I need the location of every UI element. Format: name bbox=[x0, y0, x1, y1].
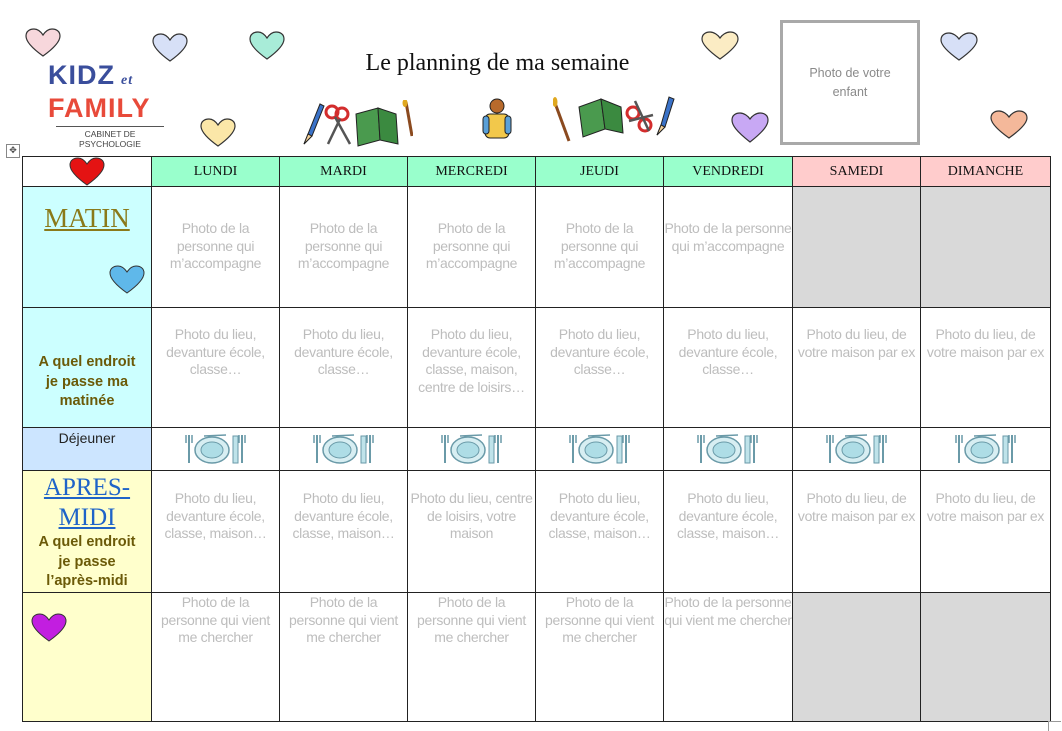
page-title: Le planning de ma semaine bbox=[365, 50, 630, 76]
heart-icon bbox=[249, 31, 285, 61]
day-header: VENDREDI bbox=[664, 157, 793, 187]
photo-placeholder-cell[interactable] bbox=[408, 308, 536, 428]
apres-midi-label-cell bbox=[23, 471, 152, 593]
heart-icon bbox=[731, 112, 769, 144]
plate-cutlery-icon bbox=[312, 432, 376, 466]
photo-placeholder-cell[interactable] bbox=[280, 187, 408, 308]
school-supplies-left bbox=[298, 100, 413, 148]
photo-placeholder-cell[interactable] bbox=[152, 187, 280, 308]
placeholder-text: Photo de la personne qui m’accompagne bbox=[169, 220, 262, 271]
logo-kidz-text: KIDZ bbox=[48, 60, 115, 90]
apres-midi-sub-label: A quel endroit je passe l’après-midi bbox=[38, 534, 136, 589]
heart-icon bbox=[701, 31, 739, 61]
pencil-icon bbox=[657, 97, 674, 135]
photo-placeholder-cell[interactable] bbox=[664, 593, 793, 722]
logo-family: FAMILY bbox=[48, 93, 151, 123]
plate-cutlery-icon bbox=[954, 432, 1018, 466]
placeholder-text: Photo du lieu, devanture école, classe… bbox=[550, 326, 649, 377]
placeholder-text: Photo de la personne qui vient me chercher bbox=[416, 594, 526, 645]
day-header: LUNDI bbox=[152, 157, 280, 187]
scissors-icon bbox=[627, 101, 653, 131]
photo-placeholder-cell[interactable] bbox=[536, 187, 664, 308]
day-header: MERCREDI bbox=[408, 157, 536, 187]
photo-placeholder-cell[interactable] bbox=[664, 187, 793, 308]
placeholder-text: Photo de la personne qui m’accompagne bbox=[553, 220, 646, 271]
heart-icon bbox=[152, 33, 188, 63]
heart-icon bbox=[31, 613, 69, 643]
day-header: DIMANCHE bbox=[921, 157, 1051, 187]
day-header: MARDI bbox=[280, 157, 408, 187]
photo-placeholder-cell[interactable] bbox=[793, 187, 921, 308]
photo-placeholder-cell[interactable] bbox=[152, 471, 280, 593]
logo-et: et bbox=[121, 73, 134, 88]
placeholder-text: Photo du lieu, centre de loisirs, votre maison bbox=[410, 490, 533, 541]
child-photo-label: Photo de votre enfant bbox=[809, 65, 891, 99]
apres-label: APRES- bbox=[43, 474, 131, 501]
lunch-cell[interactable] bbox=[152, 428, 280, 471]
scissors-icon bbox=[326, 106, 350, 144]
dejeuner-label: Déjeuner bbox=[58, 430, 116, 446]
placeholder-text: Photo du lieu, de votre maison par ex bbox=[926, 490, 1045, 524]
planning-table bbox=[22, 156, 1051, 722]
photo-placeholder-cell[interactable] bbox=[921, 187, 1051, 308]
placeholder-text: Photo du lieu, de votre maison par ex bbox=[926, 326, 1045, 360]
placeholder-text: Photo du lieu, devanture école, classe, maison… bbox=[164, 490, 267, 541]
placeholder-text: Photo du lieu, devanture école, classe, maison, centre de loisirs… bbox=[418, 326, 525, 395]
photo-placeholder-cell[interactable] bbox=[793, 593, 921, 722]
photo-placeholder-cell[interactable] bbox=[280, 593, 408, 722]
lunch-cell[interactable] bbox=[280, 428, 408, 471]
heart-icon bbox=[109, 265, 145, 295]
photo-placeholder-cell[interactable] bbox=[536, 308, 664, 428]
logo bbox=[48, 60, 173, 149]
plate-cutlery-icon bbox=[184, 432, 248, 466]
photo-placeholder-cell[interactable] bbox=[793, 471, 921, 593]
placeholder-text: Photo de la personne qui m’accompagne bbox=[425, 220, 518, 271]
placeholder-text: Photo de la personne qui m’accompagne bbox=[664, 220, 792, 254]
photo-placeholder-cell[interactable] bbox=[408, 471, 536, 593]
placeholder-text: Photo du lieu, devanture école, classe… bbox=[166, 326, 265, 377]
photo-placeholder-cell[interactable] bbox=[664, 308, 793, 428]
photo-placeholder-cell[interactable] bbox=[921, 308, 1051, 428]
day-header: SAMEDI bbox=[793, 157, 921, 187]
day-header: JEUDI bbox=[536, 157, 664, 187]
photo-placeholder-cell[interactable] bbox=[793, 308, 921, 428]
heart-icon bbox=[69, 157, 105, 187]
lunch-cell[interactable] bbox=[536, 428, 664, 471]
placeholder-text: Photo de la personne qui vient me chercher bbox=[664, 594, 792, 628]
book-icon bbox=[579, 99, 623, 137]
table-corner-marker bbox=[1048, 721, 1061, 731]
logo-kidz bbox=[48, 62, 173, 94]
lunch-cell[interactable] bbox=[793, 428, 921, 471]
table-move-handle-icon[interactable]: ✥ bbox=[6, 144, 20, 158]
photo-placeholder-cell[interactable] bbox=[152, 593, 280, 722]
plate-cutlery-icon bbox=[440, 432, 504, 466]
photo-placeholder-cell[interactable] bbox=[536, 471, 664, 593]
placeholder-text: Photo de la personne qui m’accompagne bbox=[297, 220, 390, 271]
placeholder-text: Photo de la personne qui vient me chercher bbox=[288, 594, 398, 645]
placeholder-text: Photo du lieu, devanture école, classe… bbox=[294, 326, 393, 377]
lunch-cell[interactable] bbox=[921, 428, 1051, 471]
plate-cutlery-icon bbox=[568, 432, 632, 466]
header-corner bbox=[23, 157, 152, 187]
lunch-cell[interactable] bbox=[664, 428, 793, 471]
lieu-matin-label-cell bbox=[23, 308, 152, 428]
placeholder-text: Photo du lieu, devanture école, classe, maison… bbox=[676, 490, 780, 541]
paintbrush-icon bbox=[403, 100, 413, 136]
placeholder-text: Photo du lieu, devanture école, classe… bbox=[678, 326, 778, 377]
placeholder-text: Photo du lieu, devanture école, classe, maison… bbox=[548, 490, 651, 541]
photo-placeholder-cell[interactable] bbox=[280, 471, 408, 593]
midi-label: MIDI bbox=[58, 504, 116, 531]
school-supplies-right bbox=[553, 95, 678, 145]
heart-icon bbox=[990, 110, 1028, 140]
photo-placeholder-cell[interactable] bbox=[664, 471, 793, 593]
logo-subtitle: CABINET DE PSYCHOLOGIE bbox=[56, 126, 164, 149]
plate-cutlery-icon bbox=[825, 432, 889, 466]
placeholder-text: Photo de la personne qui vient me chercher bbox=[160, 594, 270, 645]
backpack-icon bbox=[481, 98, 513, 142]
placeholder-text: Photo du lieu, devanture école, classe, maison… bbox=[292, 490, 395, 541]
placeholder-text: Photo de la personne qui vient me chercher bbox=[544, 594, 654, 645]
retour-label-cell bbox=[23, 593, 152, 722]
photo-placeholder-cell[interactable] bbox=[921, 593, 1051, 722]
pencil-icon bbox=[304, 104, 324, 144]
matin-label: MATIN bbox=[44, 203, 130, 233]
dejeuner-label-cell bbox=[23, 428, 152, 471]
placeholder-text: Photo du lieu, de votre maison par ex bbox=[797, 490, 916, 524]
photo-placeholder-cell[interactable] bbox=[408, 187, 536, 308]
lunch-cell[interactable] bbox=[408, 428, 536, 471]
child-photo-placeholder[interactable] bbox=[780, 20, 920, 145]
book-icon bbox=[356, 108, 398, 146]
lieu-matin-label: A quel endroit je passe ma matinée bbox=[38, 354, 136, 409]
matin-label-cell bbox=[23, 187, 152, 308]
heart-icon bbox=[940, 32, 978, 62]
heart-icon bbox=[25, 28, 61, 58]
photo-placeholder-cell[interactable] bbox=[408, 593, 536, 722]
photo-placeholder-cell[interactable] bbox=[536, 593, 664, 722]
plate-cutlery-icon bbox=[696, 432, 760, 466]
placeholder-text: Photo du lieu, de votre maison par ex bbox=[797, 326, 916, 360]
photo-placeholder-cell[interactable] bbox=[921, 471, 1051, 593]
photo-placeholder-cell[interactable] bbox=[152, 308, 280, 428]
paintbrush-icon bbox=[553, 97, 569, 141]
photo-placeholder-cell[interactable] bbox=[280, 308, 408, 428]
heart-icon bbox=[200, 118, 236, 148]
